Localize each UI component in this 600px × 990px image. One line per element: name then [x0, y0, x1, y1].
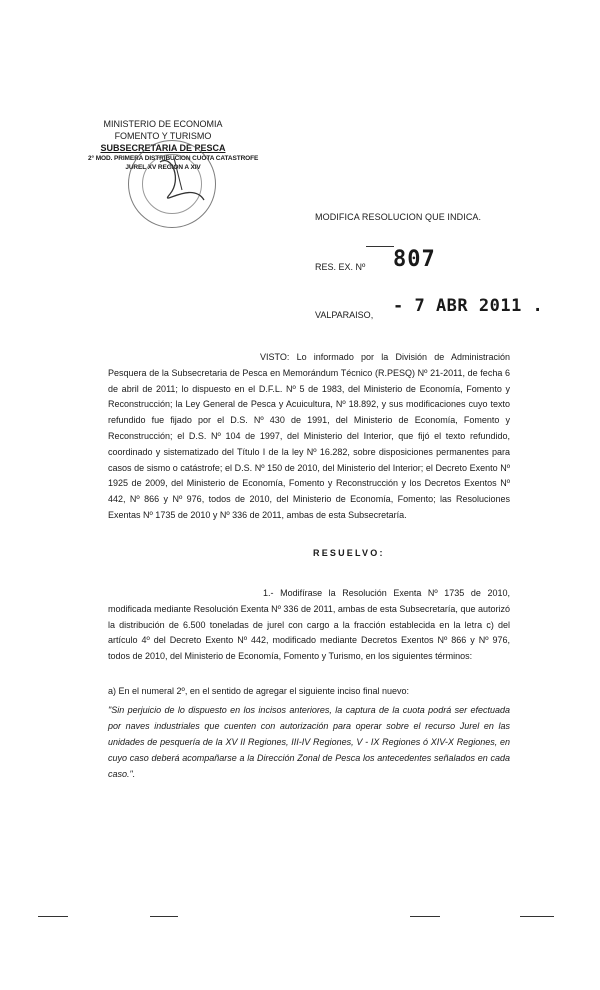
footer-mark [150, 916, 178, 917]
resolution-number: 807 [393, 247, 436, 272]
footer-mark [520, 916, 554, 917]
resuelvo-heading: RESUELVO: [313, 548, 385, 558]
ministry-name: MINISTERIO DE ECONOMIA [103, 119, 223, 129]
resolution-label: RES. EX. Nº [315, 262, 366, 272]
visto-paragraph: VISTO: Lo informado por la División de Administración Pesquera de la Subsecretaria de Pesca en Memorándum Técnico (R.PESQ) Nº 21-2011, de fecha 6 de abril de 2011; lo dispuesto en el D.F.L. Nº 5 de 1983, del Ministerio de Economía, Fomento y Reconstrucción; la Ley General de Pesca y Acuicultura, Nº 18.892, y sus modificaciones cuyo texto refundido fue fijado por el D.S. Nº 430 de 1991, del Ministerio de Economía, Fomento y Reconstrucción; el D.S. Nº 104 de 1997, del Ministerio del Interior, que fijó el texto refundido, coordinado y sistematizado del Título I de la ley Nº 16.282, sobre disposiciones permanentes para casos de sismo o catástrofe; el D.S. Nº 150 de 2010, del Ministerio del Interior; el Decreto Exento Nº 1925 de 2009, del Ministerio de Economía, Fomento y Reconstrucción y los Decretos Exentos Nº 442, Nº 866 y Nº 976, todos de 2010, del Ministerio de Economía, Fomento; las Resoluciones Exentas Nº 1735 de 2010 y Nº 336 de 2011, ambas de esta Subsecretaría. [108, 352, 510, 520]
resolution-date: - 7 ABR 2011 . [393, 296, 544, 316]
article-1-paragraph: 1.- Modifírase la Resolución Exenta Nº 1735 de 2010, modificada mediante Resolución Exenta Nº 336 de 2011, ambas de esta Subsecretaría, que autorizó la distribución de 6.500 toneladas de jurel con cargo a la fracción establecida en la letra c) del artículo 4º del Decreto Exento Nº 442, modificado mediante Decretos Exentos Nº 866 y Nº 976, todos de 2010, del Ministerio de Economía, Fomento y Turismo, en los siguientes términos: [108, 588, 510, 662]
place-label: VALPARAISO, [315, 310, 374, 320]
number-dash [366, 246, 394, 247]
point-a: a) En el numeral 2º, en el sentido de agregar el siguiente inciso final nuevo: [108, 686, 409, 696]
signature-mark [152, 150, 212, 210]
subsecretaria-name: SUBSECRETARIA DE PESCA [100, 143, 226, 153]
footer-mark [38, 916, 68, 917]
footer-mark [410, 916, 440, 917]
file-reference: 2° MOD. PRIMERA DISTRIBUCION CUOTA CATASTROFE [88, 155, 259, 162]
document-title: MODIFICA RESOLUCION QUE INDICA. [315, 212, 482, 222]
quoted-inciso: "Sin perjuicio de lo dispuesto en los incisos anteriores, la captura de la cuota podrá ser efectuada por naves industriales que cuenten con autorización para operar sobre el recurso Jurel en las unidades de pesquería de la XV II Regiones, III-IV Regiones, V - IX Regiones ó XIV-X Regiones, en cuyo caso deberá acompañarse a la Dirección Zonal de Pesca los antecedentes señalados en cada caso.". [108, 705, 510, 779]
file-reference-2: JUREL XV REGION A XIV [125, 164, 201, 171]
ministry-subtitle: FOMENTO Y TURISMO [114, 131, 212, 141]
